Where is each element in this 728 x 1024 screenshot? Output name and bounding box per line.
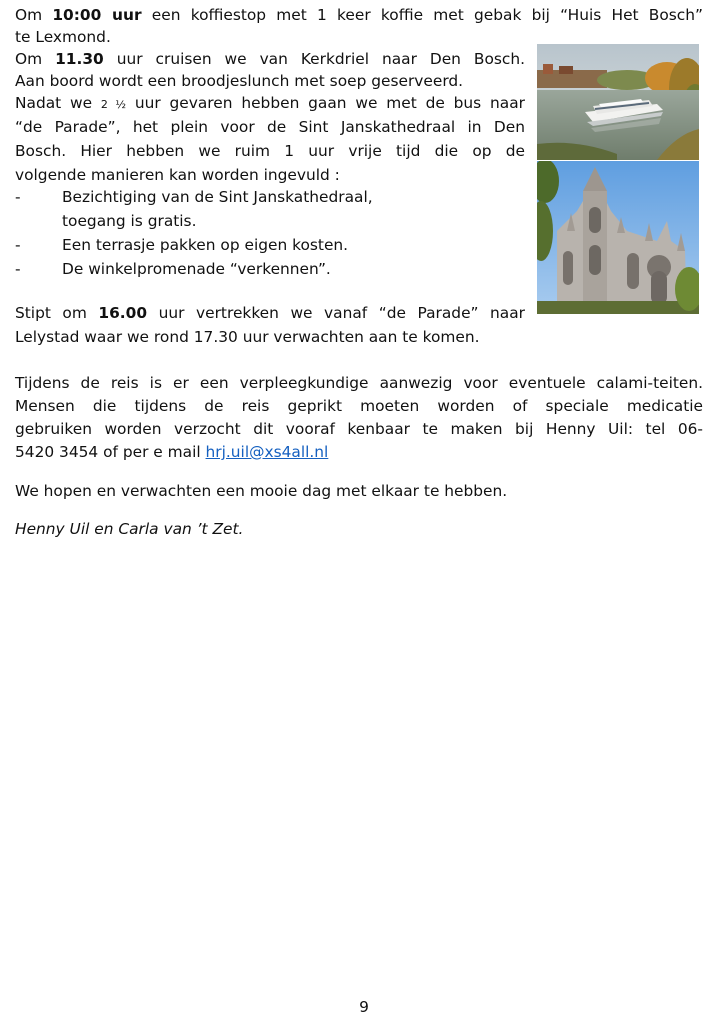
text-line: Om 10:00 uur een koffiestop met 1 keer koffie met gebak bij “Huis Het Bosch” xyxy=(15,6,703,24)
text-line: volgende manieren kan worden ingevuld : xyxy=(15,166,340,184)
text-line: “de Parade”, het plein voor de Sint Janskathedraal in Den xyxy=(15,118,525,136)
boat-photo xyxy=(537,44,699,160)
text-line: te Lexmond. xyxy=(15,28,111,46)
text-line: Bosch. Hier hebben we ruim 1 uur vrije tijd die op de xyxy=(15,142,525,160)
text-line: 5420 3454 of per e mail hrj.uil@xs4all.nl xyxy=(15,443,329,461)
text-line: Mensen die tijdens de reis geprikt moeten worden of speciale medicatie xyxy=(15,397,703,415)
text-line: We hopen en verwachten een mooie dag met elkaar te hebben. xyxy=(15,482,508,500)
text-line: Nadat we 2 ½ uur gevaren hebben gaan we met de bus naar xyxy=(15,94,525,112)
list-item: De winkelpromenade “verkennen”. xyxy=(62,260,331,278)
text-line: gebruiken worden verzocht dit vooraf kenbaar te maken bij Henny Uil: tel 06- xyxy=(15,420,703,438)
list-bullet: - xyxy=(15,260,21,278)
text-line: Aan boord wordt een broodjeslunch met soep geserveerd. xyxy=(15,72,464,90)
email-link[interactable]: hrj.uil@xs4all.nl xyxy=(205,443,329,461)
text-line: Stipt om 16.00 uur vertrekken we vanaf “de Parade” naar xyxy=(15,304,525,322)
list-bullet: - xyxy=(15,236,21,254)
list-item-continuation: toegang is gratis. xyxy=(62,212,197,230)
list-item: Een terrasje pakken op eigen kosten. xyxy=(62,236,349,254)
list-bullet: - xyxy=(15,188,21,206)
cathedral-photo xyxy=(537,161,699,314)
text-line: Lelystad waar we rond 17.30 uur verwachten aan te komen. xyxy=(15,328,480,346)
list-item: Bezichtiging van de Sint Janskathedraal, xyxy=(62,188,373,206)
signature: Henny Uil en Carla van ’t Zet. xyxy=(15,520,244,538)
text-line: Om 11.30 uur cruisen we van Kerkdriel naar Den Bosch. xyxy=(15,50,525,68)
page-number: 9 xyxy=(359,998,369,1016)
text-line: Tijdens de reis is er een verpleegkundige aanwezig voor eventuele calami-teiten. xyxy=(15,374,703,392)
